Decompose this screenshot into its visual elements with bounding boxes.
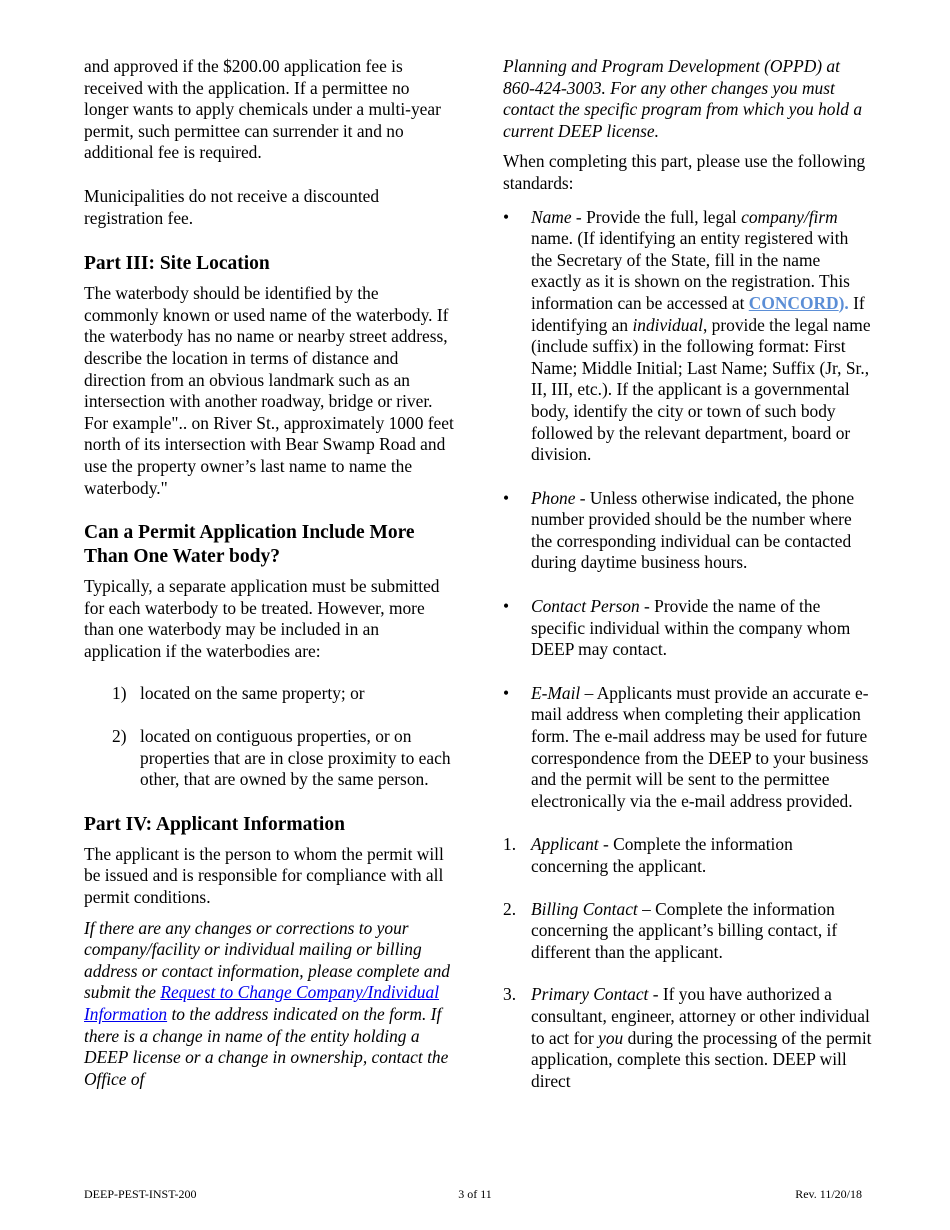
phone-bullet-item [503, 488, 873, 574]
phone-bullet-text [531, 488, 873, 574]
bullet-icon: • [503, 487, 510, 508]
item-number: 2. [503, 898, 517, 919]
applicant-text: - Complete the information concerning the applicant. [531, 834, 793, 876]
condition-item [84, 726, 454, 791]
item-number: 3. [503, 984, 517, 1005]
condition-number: 1) [112, 683, 127, 704]
email-bullet-item [503, 683, 873, 813]
multiple-waterbody-heading: Can a Permit Application Include More Than One Water body? [84, 522, 415, 568]
contact-person-label: Contact Person [531, 596, 640, 617]
applicant-item [503, 834, 873, 877]
billing-contact-item-text [531, 899, 873, 964]
applicant-item-text [531, 834, 873, 877]
site-location-paragraph: The waterbody should be identified by the commonly known or used name of the waterbody. If the waterbody has no name or nearby street address, describe the location in terms of distance and direction from an obvious landmark such as an intersection with another roadway, bridge or river. For example".. on River St., approximately 1000 feet north of its intersection with Bear Swamp Road and use the property owner’s last name to name the waterbody." [84, 283, 454, 498]
name-text-d: , provide the legal name (include suffix) in the following format: First Name; Middle Initial; Last Name; Suffix (Jr, Sr., II, III, etc.). If the applicant is a governmental body, identify the city or town of such body followed by the relevant department, board or division. [531, 314, 871, 465]
billing-contact-label: Billing Contact [531, 898, 638, 919]
item-number: 1. [503, 834, 517, 855]
part-iv-heading: Part IV: Applicant Information [84, 813, 345, 835]
billing-contact-text: – Complete the information concerning the applicant’s billing contact, if different than the applicant. [531, 898, 838, 962]
name-bullet-item [503, 207, 873, 466]
name-text-b: name. (If identifying an entity registered with the Secretary of the State, fill in the name exactly as it is shown on the registration. This information can be accessed at [531, 228, 850, 313]
footer-form-id: DEEP-PEST-INST-200 [84, 1187, 197, 1201]
changes-text-a: If there are any changes or corrections to your company/facility or individual mailing or billing address or contact information, please complete and submit the [84, 917, 450, 1003]
name-bullet-text [531, 207, 873, 466]
you-term: you [598, 1027, 624, 1048]
concord-paren: ). [838, 292, 849, 313]
name-text-a: - Provide the full, legal [571, 206, 742, 227]
condition-text: located on the same property; or [140, 683, 365, 704]
intro-paragraph: and approved if the $200.00 application fee is received with the application. If a permittee no longer wants to apply chemicals under a multi-year permit, such permittee can surrender it and no additional fee is required. [84, 56, 441, 163]
bullet-icon: • [503, 206, 510, 227]
part-iii-heading: Part III: Site Location [84, 253, 270, 275]
email-label: E-Mail [531, 682, 581, 703]
company-firm-term: company/firm [741, 206, 838, 227]
standards-intro: When completing this part, please use the following standards: [503, 151, 866, 193]
condition-item [84, 683, 454, 705]
primary-contact-item [503, 984, 873, 1092]
individual-term: individual [632, 314, 703, 335]
bullet-icon: • [503, 682, 510, 703]
name-text-c: If identifying an [531, 292, 865, 335]
left-column [84, 56, 454, 1090]
multiple-waterbody-paragraph: Typically, a separate application must be submitted for each waterbody to be treated. However, more than one waterbody may be included in an application if the waterbodies are: [84, 576, 440, 661]
bullet-icon: • [503, 596, 510, 617]
condition-number: 2) [112, 726, 127, 747]
applicant-definition-paragraph: The applicant is the person to whom the permit will be issued and is responsible for compliance with all permit conditions. [84, 843, 444, 908]
contact-person-bullet-item [503, 596, 873, 661]
condition-text: located on contiguous properties, or on properties that are in close proximity to each other, that are owned by the same person. [140, 726, 451, 790]
billing-contact-item [503, 899, 873, 964]
phone-text: - Unless otherwise indicated, the phone number provided should be the number where the corresponding individual can be contacted during daytime business hours. [531, 487, 855, 573]
concord-link[interactable]: CONCORD [748, 292, 839, 313]
changes-paragraph-continued: Planning and Program Development (OPPD) at 860-424-3003. For any other changes you must contact the specific program from which you hold a current DEEP license. [503, 56, 863, 141]
contact-person-bullet-text [531, 596, 873, 661]
municipalities-paragraph: Municipalities do not receive a discounted registration fee. [84, 185, 380, 228]
primary-contact-item-text [531, 984, 873, 1092]
request-to-change-link[interactable]: Request to Change Company/Individual Information [84, 982, 440, 1024]
contact-person-text: - Provide the name of the specific individual within the company whom DEEP may contact. [531, 596, 851, 660]
footer-page-number: 3 of 11 [458, 1187, 492, 1201]
primary-contact-text-a: - If you have authorized a consultant, engineer, attorney or other individual to act for [531, 984, 870, 1048]
phone-label: Phone [531, 487, 576, 508]
email-bullet-text [531, 683, 873, 813]
primary-contact-text-b: during the processing of the permit application, complete this section. DEEP will direct [531, 1027, 872, 1091]
changes-paragraph [84, 918, 454, 1091]
email-text: – Applicants must provide an accurate e-mail address when completing their application form. The e-mail address may be used for future correspondence from the DEEP to your business and the permit will be sent to the permittee electronically via the e-mail address provided. [531, 682, 869, 811]
right-column [503, 56, 873, 1092]
applicant-label: Applicant [531, 834, 599, 855]
footer-revision: Rev. 11/20/18 [795, 1187, 862, 1201]
name-label: Name [531, 206, 572, 227]
changes-text-b: to the address indicated on the form. If there is a change in name of the entity holding a DEEP license or a change in ownership, contact the Office of [84, 1004, 449, 1089]
primary-contact-label: Primary Contact [531, 984, 649, 1005]
